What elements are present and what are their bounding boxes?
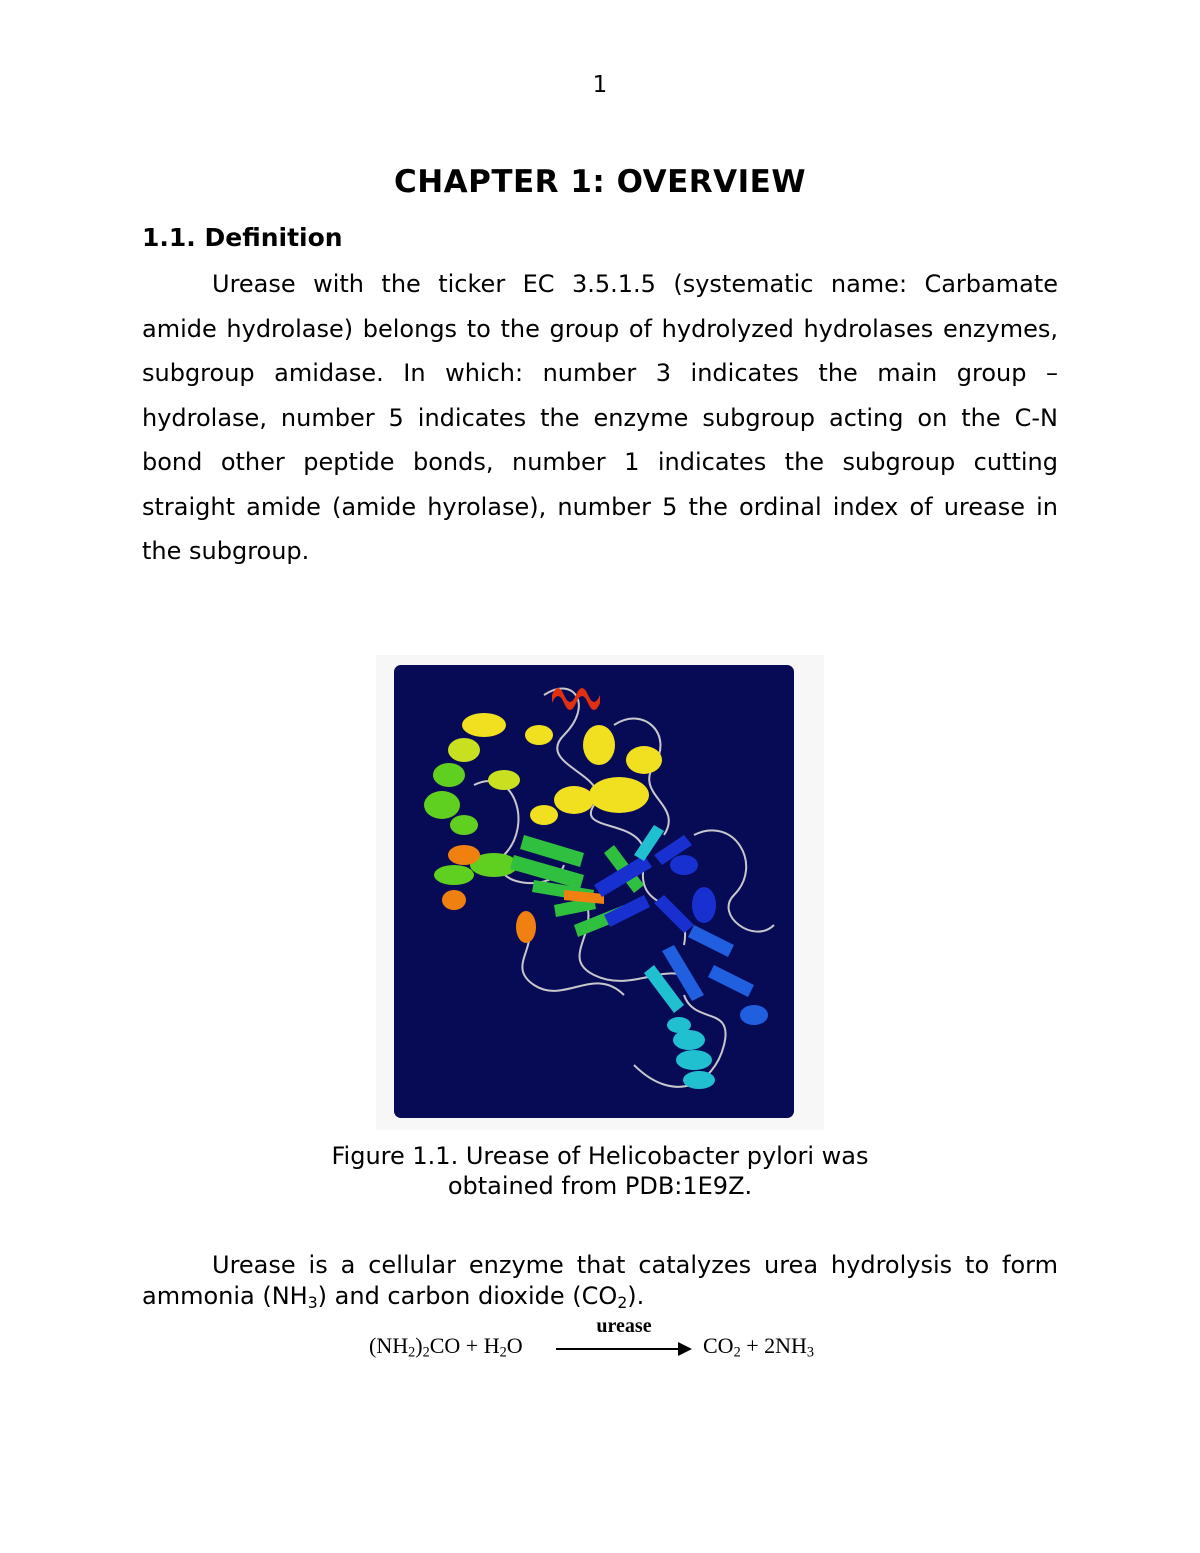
figure-caption — [0, 1141, 1200, 1201]
catalysis-sub-2: 2 — [617, 1293, 628, 1312]
eq-sub: 2 — [422, 1344, 430, 1361]
eq-text: + 2NH — [740, 1333, 807, 1358]
eq-sub: 2 — [733, 1344, 741, 1361]
page-number: 1 — [592, 72, 608, 98]
protein-ribbon-illustration — [394, 665, 794, 1118]
eq-text: (NH — [369, 1333, 409, 1358]
arrow-line — [556, 1348, 680, 1350]
eq-text: O — [506, 1333, 523, 1358]
eq-text: ) — [415, 1333, 423, 1358]
catalysis-text-3: ). — [627, 1282, 645, 1310]
chapter-title: CHAPTER 1: OVERVIEW — [393, 164, 807, 200]
catalysis-text-2: ) and carbon dioxide (CO — [317, 1282, 618, 1310]
catalysis-paragraph — [142, 1250, 1058, 1312]
eq-sub: 2 — [499, 1344, 507, 1361]
equation-products — [703, 1333, 814, 1359]
figure-caption-line-1: Figure 1.1. Urease of Helicobacter pylori was — [331, 1142, 869, 1170]
eq-text: CO + H — [429, 1333, 500, 1358]
figure-frame — [376, 655, 824, 1130]
catalysis-sub-1: 3 — [307, 1293, 318, 1312]
protein-structure-image — [394, 665, 794, 1118]
arrow-head-icon — [678, 1342, 692, 1356]
catalysis-text-1: Urease is a cellular enzyme that catalyzes urea hydrolysis to form ammonia (NH — [142, 1251, 1058, 1310]
figure-caption-line-2: obtained from PDB:1E9Z. — [447, 1172, 753, 1200]
definition-paragraph: Urease with the ticker EC 3.5.1.5 (systematic name: Carbamate amide hydrolase) belongs to the group of hydrolyzed hydrolases enzymes, subgroup amidase. In which: number 3 indicates the main group – hydrolase, number 5 indicates the enzyme subgroup acting on the C-N bond other peptide bonds, number 1 indicates the subgroup cutting straight amide (amide hyrolase), number 5 the ordinal index of urease in the subgroup. — [142, 270, 1058, 565]
catalyst-label: urease — [596, 1315, 652, 1337]
section-heading: 1.1. Definition — [142, 223, 343, 252]
eq-text: CO — [703, 1333, 734, 1358]
equation-reactants — [369, 1333, 523, 1359]
reaction-arrow — [556, 1315, 692, 1359]
reaction-equation — [0, 1315, 1200, 1375]
eq-sub: 3 — [806, 1344, 815, 1361]
eq-sub: 2 — [408, 1344, 416, 1361]
